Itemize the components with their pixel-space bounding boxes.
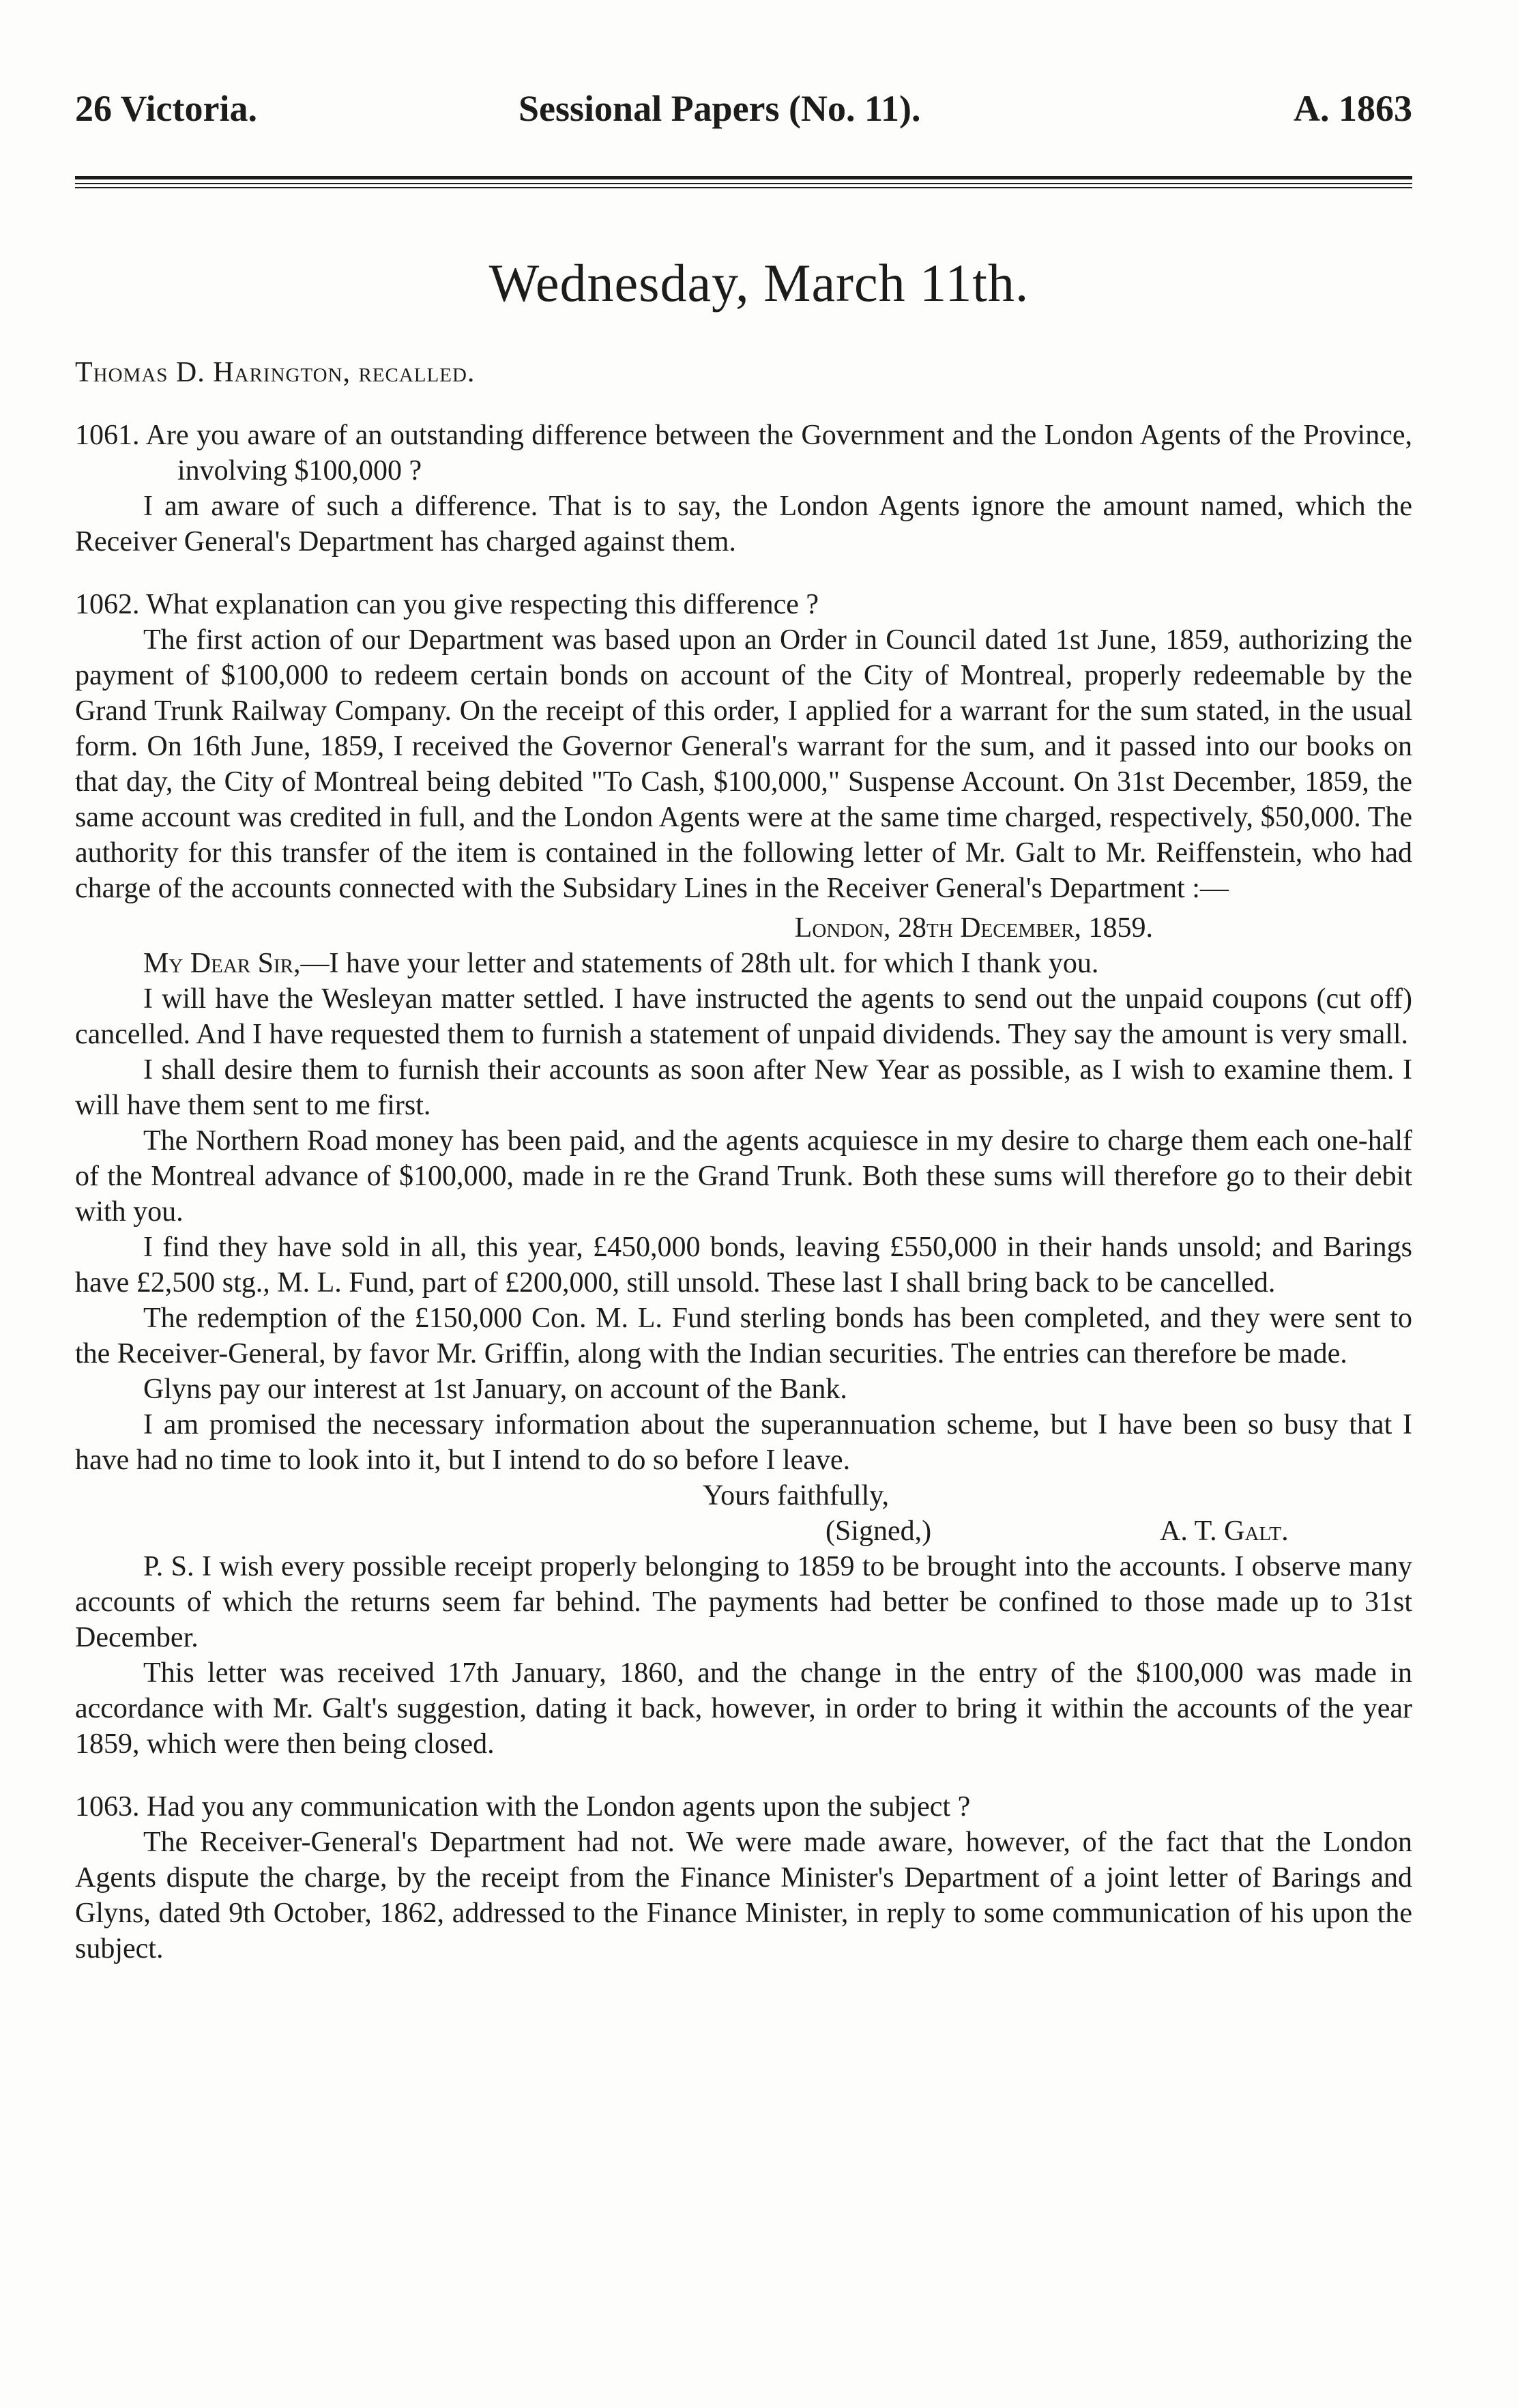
answer-1061: I am aware of such a difference. That is to say, the London Agents ignore the amount named, which the Receiver General's Department has charged against them. [75,491,1412,557]
answer-1062: The first action of our Department was based upon an Order in Council dated 1st June, 1859, authorizing the payment of $100,000 to redeem certain bonds on account of the City of Montreal, properly redeemable by the Grand Trunk Railway Company. On the receipt of this order, I applied for a warrant for the sum stated, in the usual form. On 16th June, 1859, I received the Governor General's warrant for the sum, and it passed into our books on that day, the City of Montreal being debited "To Cash, $100,000," Suspense Account. On 31st December, 1859, the same account was credited in full, and the London Agents were at the same time charged, respectively, $50,000. The authority for this transfer of the item is contained in the following letter of Mr. Galt to Mr. Reiffenstein, who had charge of the accounts connected with the Subsidary Lines in the Receiver General's Department :— [75,624,1412,904]
letter-paragraph-7: Glyns pay our interest at 1st January, on account of the Bank. [143,1374,847,1405]
letter-place-date: London, 28th December, 1859. [794,912,1153,944]
letter-signature-line [75,1513,1412,1549]
header-title: Sessional Papers (No. 11). [519,88,921,129]
letter-closing: Yours faithfully, [703,1480,890,1511]
header-rule-thin-2 [75,187,1412,188]
header-year: A. 1863 [1294,88,1412,129]
signature: A. T. Galt. [1160,1515,1289,1547]
question-1062: 1062. What explanation can you give respecting this difference ? [75,589,819,620]
after-letter-note: This letter was received 17th January, 1860, and the change in the entry of the $100,000 was made in accordance with Mr. Galt's suggestion, dating it back, however, in order to bring it within the accounts of the year 1859, which were then being closed. [75,1657,1412,1760]
letter-salutation: My Dear Sir, [143,948,301,979]
header-rule-thick [75,176,1412,179]
letter-paragraph-4: The Northern Road money has been paid, and the agents acquiesce in my desire to charge them each one-half of the Montreal advance of $100,000, made in re the Grand Trunk. Both these sums will therefore go to their debit with you. [75,1125,1412,1228]
letter-paragraph-1-text: —I have your letter and statements of 28th ult. for which I thank you. [300,948,1099,979]
letter-paragraph-5: I find they have sold in all, this year, £450,000 bonds, leaving £550,000 in their hands unsold; and Barings have £2,500 stg., M. L. Fund, part of £200,000, still unsold. These last I shall bring back to be cancelled. [75,1232,1412,1299]
letter-paragraph-3: I shall desire them to furnish their accounts as soon after New Year as possible, as I wish to examine them. I will have them sent to me first. [75,1054,1412,1121]
body-text [75,355,1412,1967]
letter-paragraph-2: I will have the Wesleyan matter settled. I have instructed the agents to send out the unpaid coupons (cut off) cancelled. And I have requested them to furnish a statement of unpaid dividends. They say the amount is very small. [75,983,1412,1050]
letter-paragraph-8: I am promised the necessary information about the superannuation scheme, but I have been so busy that I have had no time to look into it, but I intend to do so before I leave. [75,1409,1412,1476]
letter-postscript: P. S. I wish every possible receipt properly belonging to 1859 to be brought into the accounts. I observe many accounts of which the returns seem far behind. The payments had better be confined to those made up to 31st December. [75,1551,1412,1653]
letter-paragraph-1 [75,946,1412,981]
letter-paragraph-6: The redemption of the £150,000 Con. M. L. Fund sterling bonds has been completed, and they were sent to the Receiver-General, by favor Mr. Griffin, along with the Indian securities. The entries can therefore be made. [75,1303,1412,1369]
header-session: 26 Victoria. [75,88,257,129]
witness-line: Thomas D. Harington, recalled. [75,357,476,388]
answer-1063: The Receiver-General's Department had not. We were made aware, however, of the fact that the London Agents dispute the charge, by the receipt from the Finance Minister's Department of a joint letter of Barings and Glyns, dated 9th October, 1862, addressed to the Finance Minister, in reply to some communication of his upon the subject. [75,1827,1412,1964]
header-rule-thin [75,183,1412,184]
running-header [75,87,1412,142]
question-1063: 1063. Had you any communication with the London agents upon the subject ? [75,1791,971,1823]
signed-label: (Signed,) [826,1515,932,1547]
date-heading: Wednesday, March 11th. [488,253,1030,313]
question-1061: 1061. Are you aware of an outstanding difference between the Government and the London Agents of the Province, involving $100,000 ? [75,420,1412,487]
